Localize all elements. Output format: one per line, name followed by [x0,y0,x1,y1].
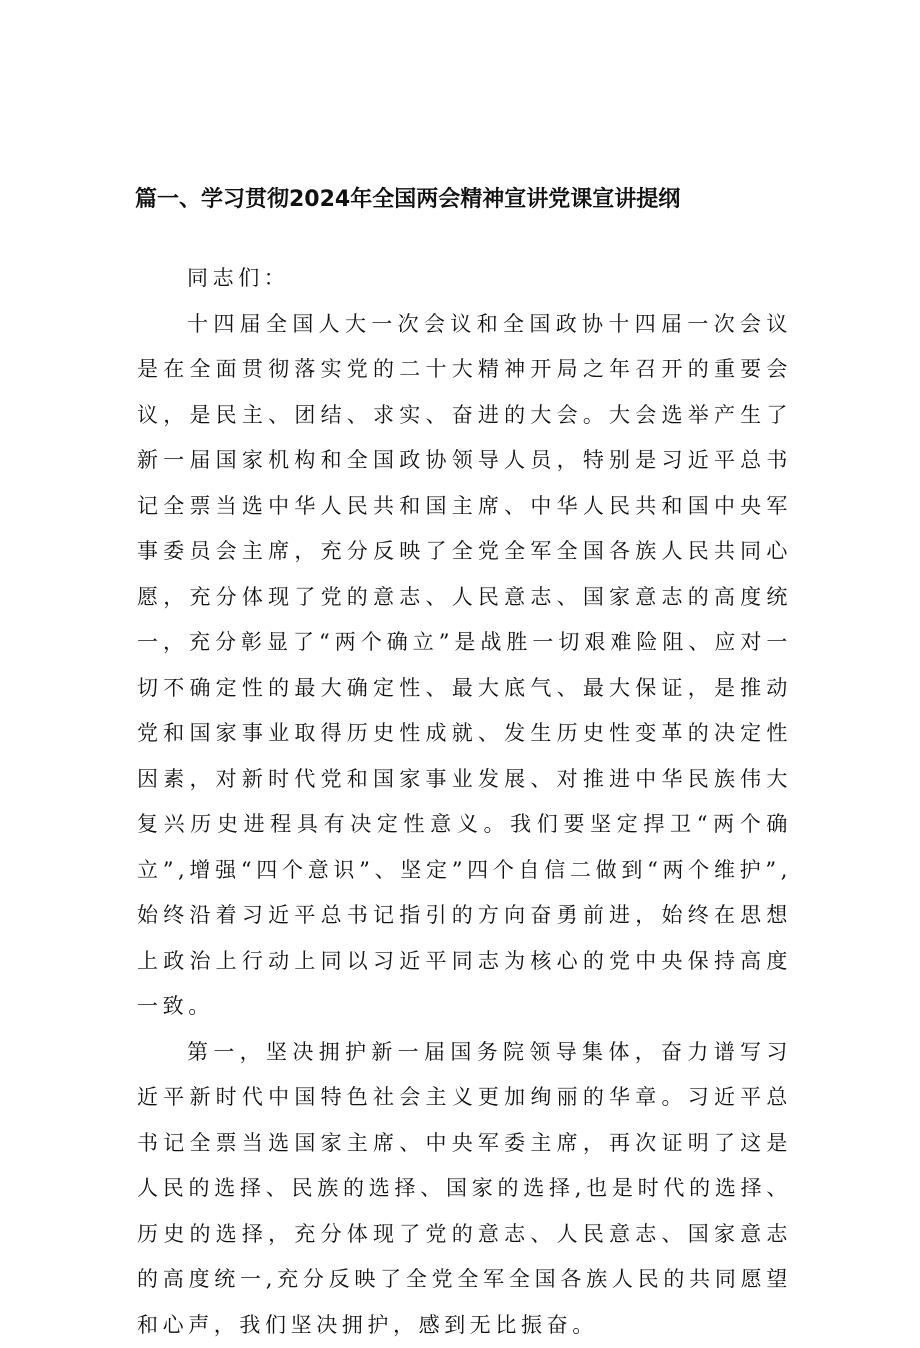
document-body [137,256,792,1348]
body-paragraph-1: 十四届全国人大一次会议和全国政协十四届一次会议是在全面贯彻落实党的二十大精神开局之年召开的重要会议，是民主、团结、求实、奋进的大会。大会选举产生了新一届国家机构和全国政协领导人员，特别是习近平总书记全票当选中华人民共和国主席、中华人民共和国中央军事委员会主席，充分反映了全党全军全国各族人民共同心愿，充分体现了党的意志、人民意志、国家意志的高度统一，充分彰显了“两个确立”是战胜一切艰难险阻、应对一切不确定性的最大确定性、最大底气、最大保证，是推动党和国家事业取得历史性成就、发生历史性变革的决定性因素，对新时代党和国家事业发展、对推进中华民族伟大复兴历史进程具有决定性意义。我们要坚定捍卫“两个确立”,增强“四个意识”、坚定”四个自信二做到“两个维护”,始终沿着习近平总书记指引的方向奋勇前进，始终在思想上政治上行动上同以习近平同志为核心的党中央保持高度一致。 [137,302,792,1030]
salutation: 同志们： [137,256,792,302]
document-title: 篇一、学习贯彻2024年全国两会精神宣讲党课宣讲提纲 [135,182,835,218]
body-paragraph-2: 第一，坚决拥护新一届国务院领导集体，奋力谱写习近平新时代中国特色社会主义更加绚丽的华章。习近平总书记全票当选国家主席、中央军委主席，再次证明了这是人民的选择、民族的选择、国家的选择,也是时代的选择、历史的选择，充分体现了党的意志、人民意志、国家意志的高度统一,充分反映了全党全军全国各族人民的共同愿望和心声，我们坚决拥护，感到无比振奋。 [137,1030,792,1348]
